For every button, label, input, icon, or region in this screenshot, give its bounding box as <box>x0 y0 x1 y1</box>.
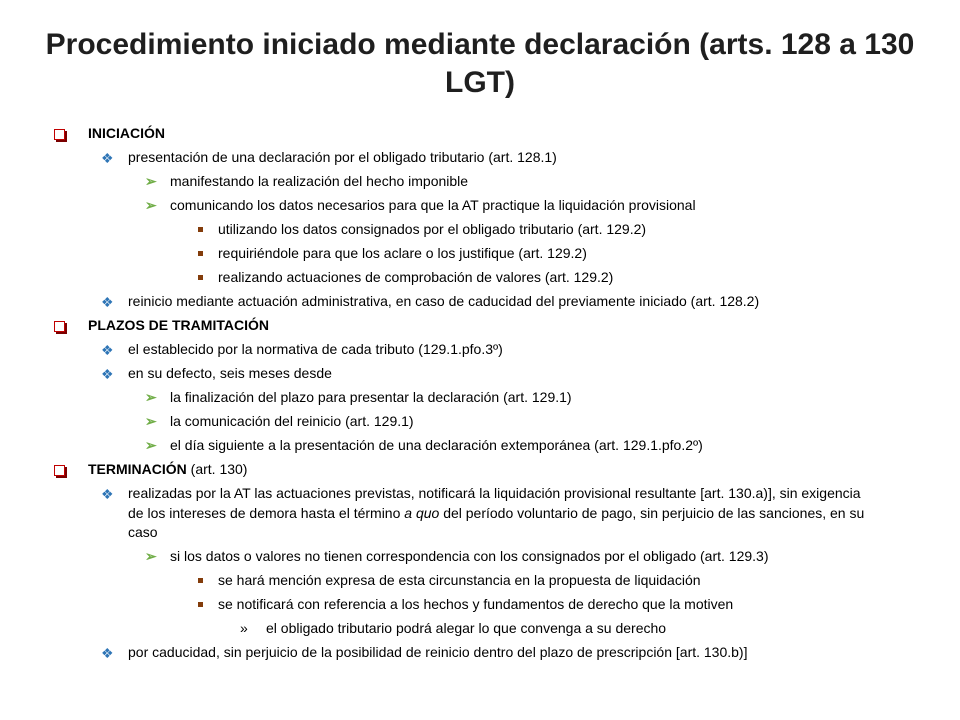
small-square-bullet-icon <box>198 275 203 280</box>
list-item <box>0 194 960 218</box>
guillemet-bullet-icon: » <box>240 620 248 636</box>
section-heading-iniciacion <box>0 122 960 146</box>
diamond-bullet-icon: ❖ <box>101 645 114 661</box>
item-text: en su defecto, seis meses desde <box>128 365 332 381</box>
diamond-bullet-icon: ❖ <box>101 486 114 502</box>
item-text-part: realizadas por la AT las actuaciones previstas, notificará la liquidación provisional resultante [art. 130.a)], sin exigencia de los intereses de demora hasta el término <box>128 485 861 521</box>
slide-title: Procedimiento iniciado mediante declaración (arts. 128 a 130 LGT) <box>45 28 915 99</box>
heading-text: INICIACIÓN <box>88 125 165 141</box>
list-item <box>0 545 960 569</box>
list-item <box>0 338 868 362</box>
arrow-bullet-icon: ➢ <box>145 548 157 564</box>
item-text: la finalización del plazo para presentar la declaración (art. 129.1) <box>170 389 572 405</box>
item-text: la comunicación del reinicio (art. 129.1) <box>170 413 414 429</box>
heading-text: PLAZOS DE TRAMITACIÓN <box>88 317 269 333</box>
square-bullet-icon <box>54 465 65 476</box>
list-item <box>0 569 960 593</box>
item-text: el establecido por la normativa de cada tributo (129.1.pfo.3º) <box>128 341 503 357</box>
diamond-bullet-icon: ❖ <box>101 342 114 358</box>
diamond-bullet-icon: ❖ <box>101 294 114 310</box>
section-heading-terminacion <box>0 458 960 482</box>
item-text: presentación de una declaración por el obligado tributario (art. 128.1) <box>128 149 557 165</box>
section-heading-plazos <box>0 314 960 338</box>
list-item <box>0 410 960 434</box>
item-text <box>128 485 864 540</box>
item-text: comunicando los datos necesarios para que la AT practique la liquidación provisional <box>170 197 696 213</box>
list-item <box>0 362 868 386</box>
list-item <box>0 593 960 617</box>
arrow-bullet-icon: ➢ <box>145 389 157 405</box>
list-item <box>0 218 960 242</box>
heading-text: TERMINACIÓN <box>88 461 187 477</box>
arrow-bullet-icon: ➢ <box>145 437 157 453</box>
item-text: requiriéndole para que los aclare o los justifique (art. 129.2) <box>218 245 587 261</box>
diamond-bullet-icon: ❖ <box>101 150 114 166</box>
heading-reference: (art. 130) <box>186 461 248 477</box>
arrow-bullet-icon: ➢ <box>145 197 157 213</box>
item-text: realizando actuaciones de comprobación de valores (art. 129.2) <box>218 269 614 285</box>
small-square-bullet-icon <box>198 227 203 232</box>
square-bullet-icon <box>54 129 65 140</box>
item-text: se notificará con referencia a los hechos y fundamentos de derecho que la motiven <box>218 596 734 612</box>
item-text-part: del período voluntario de pago, sin perjuicio de las sanciones, en su caso <box>128 504 865 540</box>
list-item <box>0 146 868 170</box>
list-item <box>0 290 868 314</box>
diamond-bullet-icon: ❖ <box>101 366 114 382</box>
item-text-emphasis: a quo <box>404 504 440 521</box>
item-text: se hará mención expresa de esta circunstancia en la propuesta de liquidación <box>218 572 701 588</box>
small-square-bullet-icon <box>198 602 203 607</box>
list-item <box>0 170 960 194</box>
list-item <box>0 266 960 290</box>
list-item <box>0 617 960 641</box>
small-square-bullet-icon <box>198 251 203 256</box>
item-text: el obligado tributario podrá alegar lo que convenga a su derecho <box>266 620 667 636</box>
list-item <box>0 434 960 458</box>
small-square-bullet-icon <box>198 578 203 583</box>
arrow-bullet-icon: ➢ <box>145 173 157 189</box>
item-text: si los datos o valores no tienen correspondencia con los consignados por el obligado (art. 129.3) <box>170 548 769 564</box>
slide-body <box>0 122 960 665</box>
item-text: por caducidad, sin perjuicio de la posibilidad de reinicio dentro del plazo de prescripción [art. 130.b)] <box>128 644 748 660</box>
list-item <box>0 482 868 545</box>
list-item <box>0 386 960 410</box>
arrow-bullet-icon: ➢ <box>145 413 157 429</box>
square-bullet-icon <box>54 321 65 332</box>
item-text: utilizando los datos consignados por el obligado tributario (art. 129.2) <box>218 221 647 237</box>
item-text: el día siguiente a la presentación de una declaración extemporánea (art. 129.1.pfo.2º) <box>170 437 703 453</box>
list-item <box>0 242 960 266</box>
list-item <box>0 641 868 665</box>
item-text: manifestando la realización del hecho imponible <box>170 173 469 189</box>
item-text: reinicio mediante actuación administrativa, en caso de caducidad del previamente iniciado (art. 128.2) <box>128 293 760 309</box>
